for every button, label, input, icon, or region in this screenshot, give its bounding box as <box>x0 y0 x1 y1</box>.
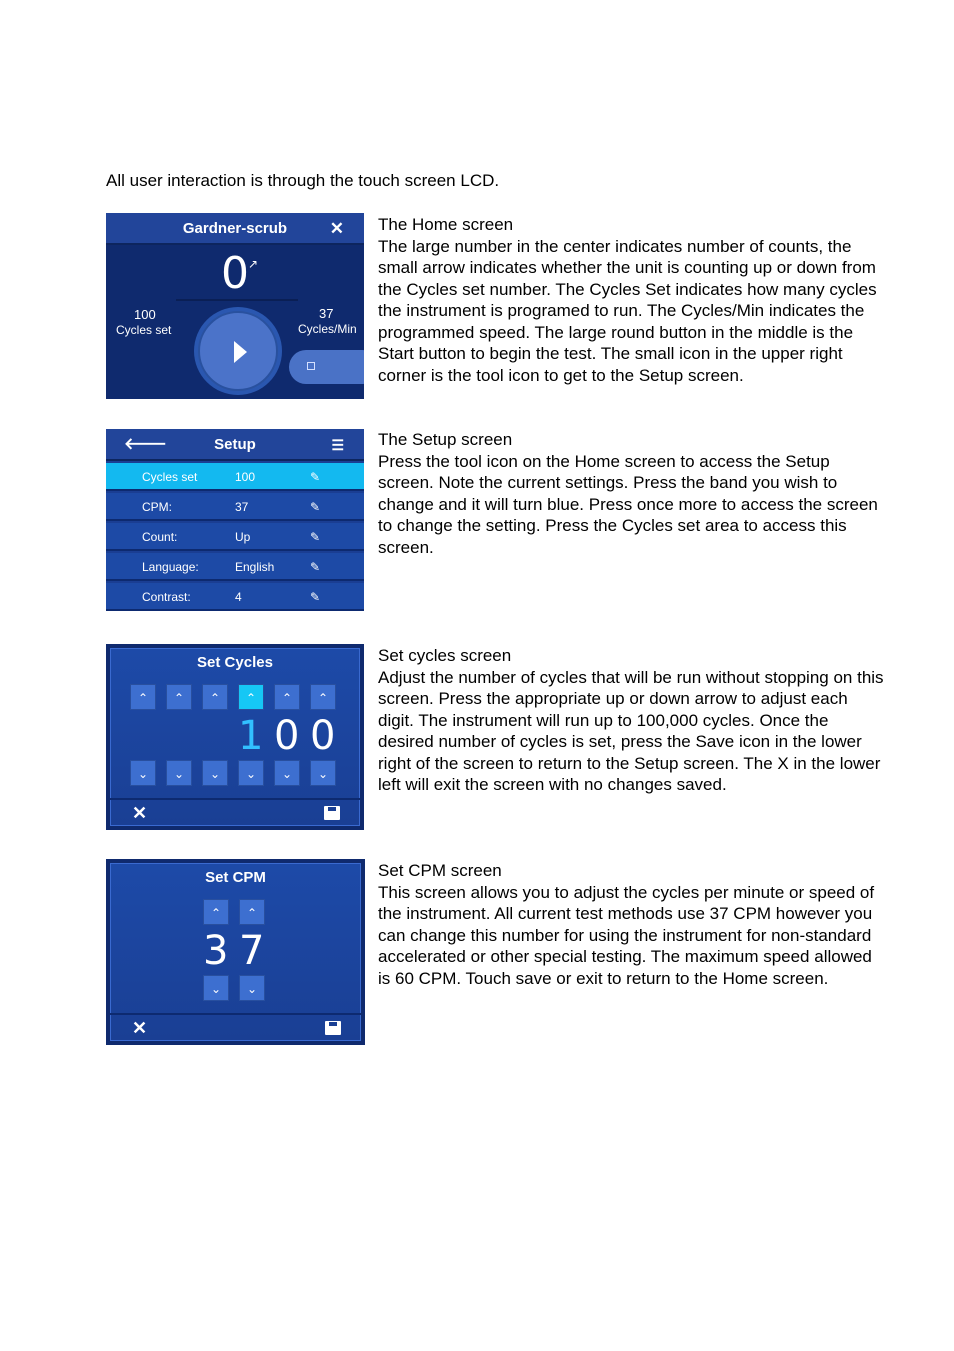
setup-titlebar <box>106 429 364 461</box>
setup-row-value: English <box>235 560 275 574</box>
set-cycles-title: Set Cycles <box>197 654 273 671</box>
up-arrow-icon: ⌃ <box>310 684 336 710</box>
cpm-digit: 7 <box>239 928 265 974</box>
close-icon: ✕ <box>329 219 344 238</box>
pencil-icon: ✎ <box>310 470 321 484</box>
set-cycles-description <box>378 645 888 796</box>
back-arrow-icon: 🡐 <box>124 436 167 453</box>
setup-screen-image <box>106 429 364 611</box>
cycles-set-value: 100 <box>134 307 156 322</box>
set-cpm-screen-image <box>106 859 365 1045</box>
setup-row-value: 100 <box>235 470 256 484</box>
setup-row-label: Contrast: <box>142 590 191 604</box>
setup-row <box>106 553 364 581</box>
section-heading: The Setup screen <box>378 430 513 449</box>
up-arrow-icon: ⌃ <box>202 684 228 710</box>
count-up-arrow-icon: ↗ <box>248 257 259 271</box>
down-arrow-icon: ⌄ <box>202 760 228 786</box>
set-cycles-screen-image <box>106 644 364 830</box>
down-arrow-icon: ⌄ <box>166 760 192 786</box>
set-cpm-title: Set CPM <box>205 869 266 886</box>
setup-row-label: Count: <box>142 530 178 544</box>
setup-description <box>378 429 888 558</box>
setup-row <box>106 493 364 521</box>
home-screen-image <box>106 213 364 399</box>
down-arrow-icon: ⌄ <box>310 760 336 786</box>
down-arrow-icon: ⌄ <box>239 975 265 1001</box>
section-body: The large number in the center indicates number of counts, the small arrow indicates whether the unit is counting up or down from the Cycles set number. The Cycles Set indicates how many cycles the instrument is programed to run. The Cycles/Min indicates the programmed speed. The large round button in the middle is the Start button to begin the test. The small icon in the upper right corner is the tool icon to get to the Setup screen. <box>378 236 877 385</box>
up-arrow-icon: ⌃ <box>239 899 265 925</box>
cpm-label: Cycles/Min <box>298 322 357 336</box>
cpm-digit: 3 <box>203 928 229 974</box>
section-body: This screen allows you to adjust the cycles per minute or speed of the instrument. All current test methods use 37 CPM however you can change this number for using the instrument for non-standard accelerated or other special testing. The maximum speed allowed is 60 CPM. Touch save or exit to return to the Home screen. <box>378 882 875 988</box>
count-divider <box>176 299 298 301</box>
play-icon <box>234 341 247 363</box>
count-value: 0 <box>221 248 249 299</box>
down-arrow-icon: ⌄ <box>274 760 300 786</box>
setup-row <box>106 463 364 491</box>
section-body: Press the tool icon on the Home screen to access the Setup screen. Note the current settings. Press the band you wish to change and it will turn blue. Press once more to access the screen to change the setting. Press the Cycles set area to access this screen. <box>378 451 878 557</box>
setup-title: Setup <box>214 436 256 453</box>
setup-row-label: Cycles set <box>142 470 198 484</box>
up-arrow-icon: ⌃ <box>166 684 192 710</box>
tool-icon <box>307 362 315 370</box>
set-cpm-description <box>378 860 888 989</box>
down-arrow-icon: ⌄ <box>203 975 229 1001</box>
pencil-icon: ✎ <box>310 530 321 544</box>
setup-row <box>106 523 364 551</box>
up-arrow-icon: ⌃ <box>274 684 300 710</box>
start-button <box>198 311 278 391</box>
cycles-digit: 0 <box>310 713 336 759</box>
tool-button <box>289 350 364 384</box>
setup-row-label: Language: <box>142 560 199 574</box>
up-arrow-icon: ⌃ <box>238 684 264 710</box>
pencil-icon: ✎ <box>310 560 321 574</box>
save-icon <box>324 806 340 820</box>
exit-x-icon: ✕ <box>132 1018 148 1038</box>
setup-row-value: Up <box>235 530 251 544</box>
intro-text: All user interaction is through the touch screen LCD. <box>106 171 500 190</box>
setup-row-value: 37 <box>235 500 249 514</box>
bottom-bar <box>110 798 360 826</box>
exit-x-icon: ✕ <box>132 803 148 823</box>
cycles-digit: 1 <box>238 713 264 759</box>
home-title: Gardner-scrub <box>182 220 288 237</box>
save-icon <box>325 1021 341 1035</box>
section-body: Adjust the number of cycles that will be run without stopping on this screen. Press the appropriate up or down arrow to adjust each digit. The instrument will run up to 100,000 cycles. Once the desired number of cycles is set, press the Save icon in the lower right of the screen to return to the Setup screen. The X in the lower left will exit the screen with no changes saved. <box>378 667 884 794</box>
cpm-value: 37 <box>319 306 334 321</box>
menu-icon: ☰ <box>331 437 344 453</box>
section-heading: Set CPM screen <box>378 861 502 880</box>
home-description <box>378 214 888 386</box>
setup-row-value: 4 <box>235 590 242 604</box>
down-arrow-icon: ⌄ <box>238 760 264 786</box>
cycles-set-label: Cycles set <box>116 323 172 337</box>
home-titlebar <box>106 213 364 245</box>
section-heading: Set cycles screen <box>378 646 512 665</box>
setup-row <box>106 583 364 611</box>
cycles-digit: 0 <box>274 713 300 759</box>
section-heading: The Home screen <box>378 215 514 234</box>
down-arrow-icon: ⌄ <box>130 760 156 786</box>
bottom-bar <box>110 1013 361 1041</box>
up-arrow-icon: ⌃ <box>130 684 156 710</box>
setup-row-label: CPM: <box>142 500 172 514</box>
pencil-icon: ✎ <box>310 590 321 604</box>
pencil-icon: ✎ <box>310 500 321 514</box>
up-arrow-icon: ⌃ <box>203 899 229 925</box>
